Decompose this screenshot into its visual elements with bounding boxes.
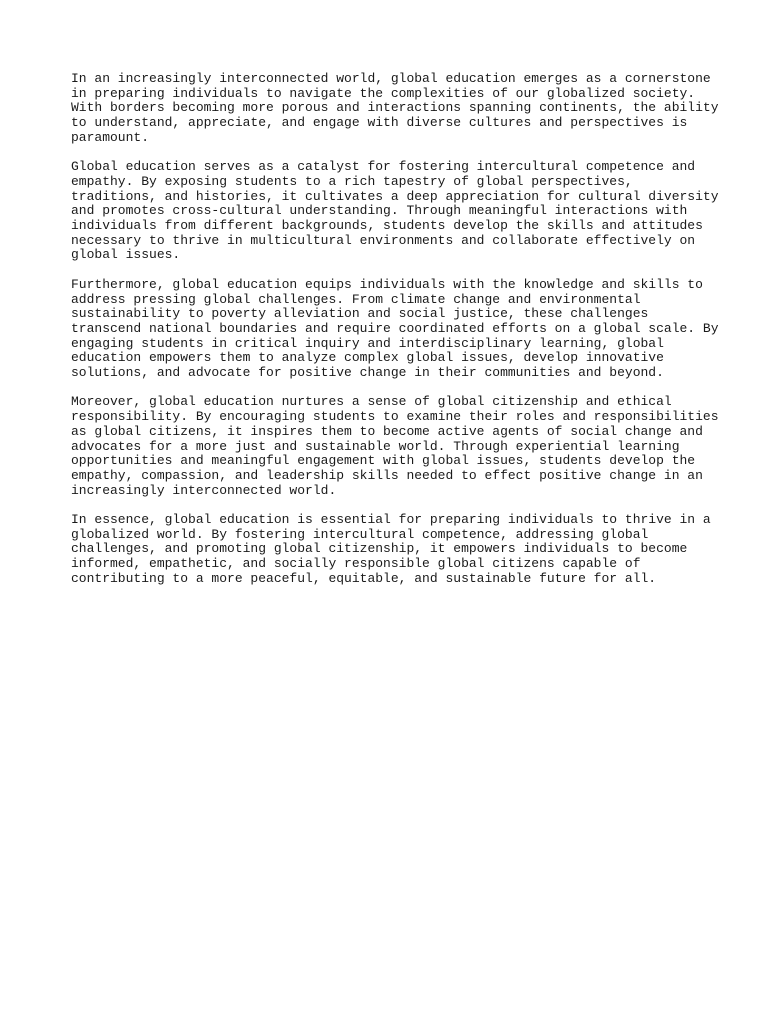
paragraph-global-challenges: Furthermore, global education equips individuals with the knowledge and skills to address pressing global challenges. From climate change and environmental sustainability to poverty alleviation and social justice, these challenges transcend national boundaries and require coordinated efforts on a global scale. By engaging students in critical inquiry and interdisciplinary learning, global education empowers them to analyze complex global issues, develop innovative solutions, and advocate for positive change in their communities and beyond. [71, 276, 719, 381]
paragraph-conclusion: In essence, global education is essential for preparing individuals to thrive in a globalized world. By fostering intercultural competence, addressing global challenges, and promoting global citizenship, it empowers individuals to become informed, empathetic, and socially responsible global citizens capable of contributing to a more peaceful, equitable, and sustainable future for all. [71, 512, 711, 586]
document-body [71, 71, 719, 601]
paragraph-global-citizenship: Moreover, global education nurtures a sense of global citizenship and ethical responsibility. By encouraging students to examine their roles and responsibilities as global citizens, it inspires them to become active agents of social change and advocates for a more just and sustainable world. Through experiential learning opportunities and meaningful engagement with global issues, students develop the empathy, compassion, and leadership skills needed to effect positive change in an increasingly interconnected world. [71, 394, 719, 498]
paragraph-intro: In an increasingly interconnected world, global education emerges as a cornerstone in preparing individuals to navigate the complexities of our globalized society. With borders becoming more porous and interactions spanning continents, the ability to understand, appreciate, and engage with diverse cultures and perspectives is paramount. [71, 71, 719, 145]
paragraph-intercultural-competence: Global education serves as a catalyst for fostering intercultural competence and empathy. By exposing students to a rich tapestry of global perspectives, traditions, and histories, it cultivates a deep appreciation for cultural diversity and promotes cross-cultural understanding. Through meaningful interactions with individuals from different backgrounds, students develop the skills and attitudes necessary to thrive in multicultural environments and collaborate effectively on global issues. [71, 159, 719, 263]
